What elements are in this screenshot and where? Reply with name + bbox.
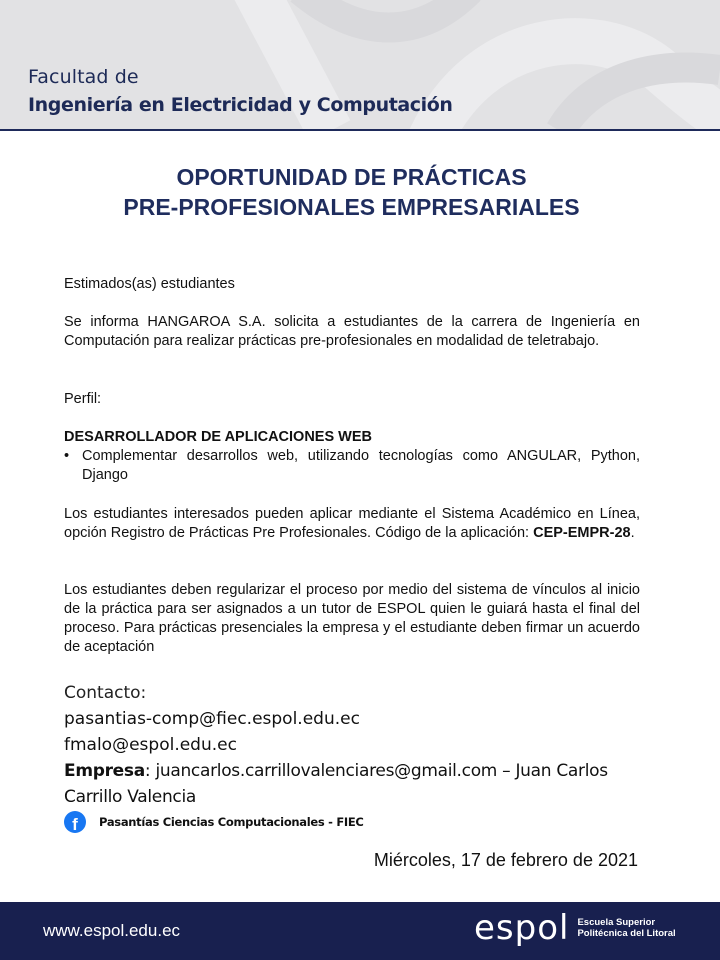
logo-word: espol — [474, 908, 570, 948]
footer-url[interactable]: www.espol.edu.ec — [43, 921, 181, 940]
role-title: DESARROLLADOR DE APLICACIONES WEB — [64, 429, 372, 445]
role-bullet — [64, 447, 640, 485]
faculty-line2: Ingeniería en Electricidad y Computación — [28, 94, 453, 116]
facebook-icon: f — [64, 811, 86, 833]
page-title — [0, 162, 703, 222]
facebook-link[interactable] — [64, 811, 364, 833]
contact-email-1: pasantias-comp@fiec.espol.edu.ec — [64, 709, 360, 729]
apply-paragraph — [64, 505, 640, 543]
apply-end: . — [630, 525, 635, 541]
bullet-text: Complementar desarrollos web, utilizando tecnologías como ANGULAR, Python, Django — [82, 448, 640, 483]
espol-logo — [474, 908, 676, 948]
announcement-paragraph: Se informa HANGAROA S.A. solicita a estudiantes de la carrera de Ingeniería en Computación para realizar prácticas pre-profesionales en modalidad de teletrabajo. — [64, 314, 640, 349]
empresa-value: : juancarlos.carrillovalenciares@gmail.com – Juan Carlos Carrillo Valencia — [64, 761, 608, 807]
logo-sub-line2: Politécnica del Litoral — [577, 928, 676, 939]
process-paragraph: Los estudiantes deben regularizar el proceso por medio del sistema de vínculos al inicio de la práctica para ser asignados a un tutor de ESPOL quien le guiará hasta el final del proceso. Para prácticas presenciales la empresa y el estudiante deben firmar un acuerdo de aceptación — [64, 582, 640, 655]
facebook-label: Pasantías Ciencias Computacionales - FIEC — [99, 815, 364, 829]
contact-empresa — [64, 758, 654, 810]
title-line2: PRE-PROFESIONALES EMPRESARIALES — [123, 194, 580, 220]
logo-sub-line1: Escuela Superior — [577, 917, 656, 928]
contact-email-2: fmalo@espol.edu.ec — [64, 735, 237, 755]
contact-title: Contacto: — [64, 683, 147, 703]
profile-label: Perfil: — [64, 391, 102, 407]
greeting: Estimados(as) estudiantes — [64, 276, 235, 292]
empresa-label: Empresa — [64, 761, 145, 781]
date: Miércoles, 17 de febrero de 2021 — [373, 850, 638, 870]
logo-subtitle — [577, 917, 675, 939]
header-divider — [0, 129, 720, 131]
bullet-marker: • — [64, 448, 70, 464]
title-line1: OPORTUNIDAD DE PRÁCTICAS — [176, 164, 527, 190]
apply-text: Los estudiantes interesados pueden aplicar mediante el Sistema Académico en Línea, opción Registro de Prácticas Pre Profesionales. Código de la aplicación: — [64, 506, 640, 541]
faculty-line1: Facultad de — [28, 66, 139, 88]
footer-bar — [0, 902, 720, 960]
header-banner — [0, 0, 720, 131]
application-code: CEP-EMPR-28 — [533, 525, 631, 541]
